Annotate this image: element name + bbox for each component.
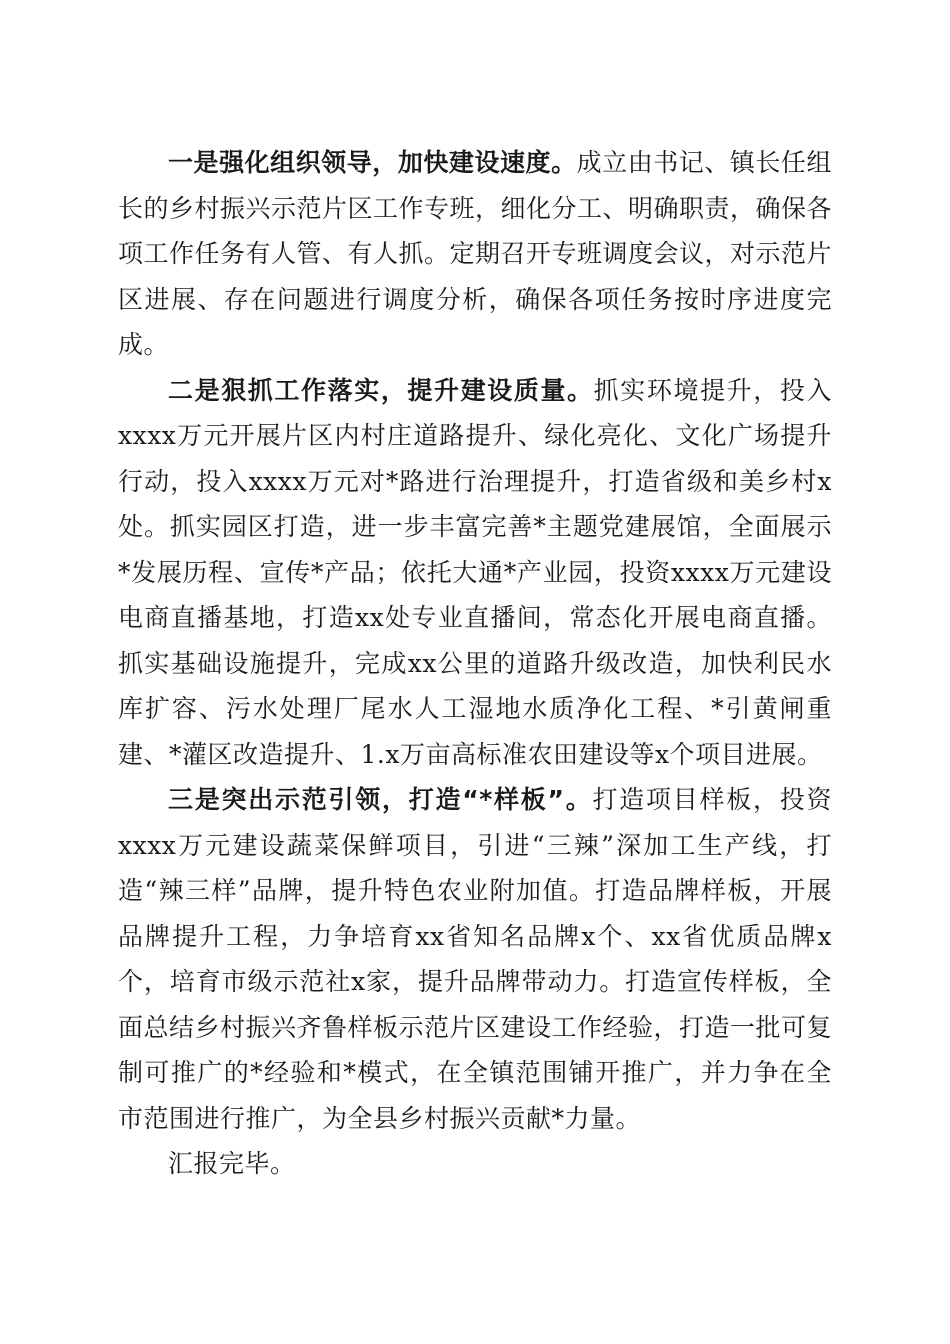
- paragraph-lead: 一是强化组织领导，加快建设速度。: [168, 148, 577, 177]
- paragraph-body: 抓实环境提升，投入xxxx万元开展片区内村庄道路提升、绿化亮化、文化广场提升行动，投入xxxx万元对*路进行治理提升，打造省级和美乡村x处。抓实园区打造，进一步丰富完善*主题党建展馆，全面展示*发展历程、宣传*产品；依托大通*产业园，投资xxxx万元建设电商直播基地，打造xx处专业直播间，常态化开展电商直播。抓实基础设施提升，完成xx公里的道路升级改造，加快利民水库扩容、污水处理厂尾水人工湿地水质净化工程、*引黄闸重建、*灌区改造提升、1.x万亩高标准农田建设等x个项目进展。: [118, 375, 832, 769]
- paragraph-body: 打造项目样板，投资xxxx万元建设蔬菜保鲜项目，引进“三辣”深加工生产线，打造“辣三样”品牌，提升特色农业附加值。打造品牌样板，开展品牌提升工程，力争培育xx省知名品牌x个、xx省优质品牌x个，培育市级示范社x家，提升品牌带动力。打造宣传样板，全面总结乡村振兴齐鲁样板示范片区建设工作经验，打造一批可复制可推广的*经验和*模式，在全镇范围铺开推广，并力争在全市范围进行推广，为全县乡村振兴贡献*力量。: [118, 785, 833, 1133]
- document-page: [118, 140, 832, 1187]
- paragraph-lead: 三是突出示范引领，打造“*样板”。: [168, 785, 593, 814]
- paragraph-implementation: [118, 368, 832, 778]
- closing-line: 汇报完毕。: [168, 1149, 296, 1178]
- paragraph-demonstration: [118, 777, 832, 1141]
- paragraph-body: 成立由书记、镇长任组长的乡村振兴示范片区工作专班，细化分工、明确职责，确保各项工作任务有人管、有人抓。定期召开专班调度会议，对示范片区进展、存在问题进行调度分析，确保各项任务按时序进度完成。: [118, 148, 833, 359]
- paragraph-lead: 二是狠抓工作落实，提升建设质量。: [168, 375, 594, 405]
- paragraph-organization: [118, 140, 832, 368]
